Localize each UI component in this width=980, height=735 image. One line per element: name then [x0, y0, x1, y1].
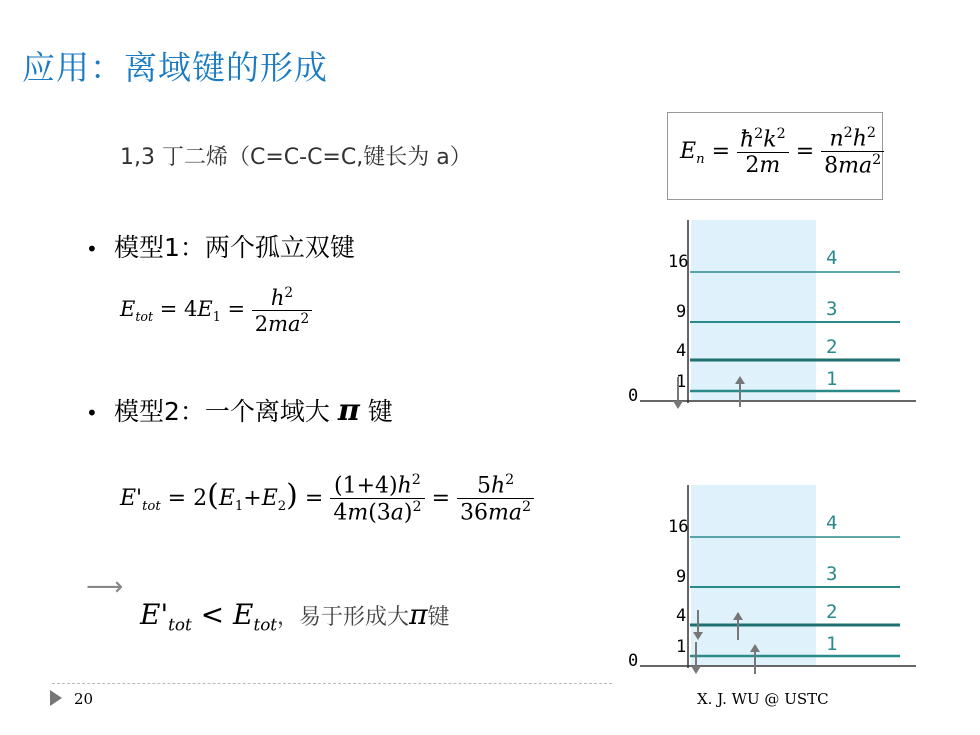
tick-0: 0 — [628, 651, 639, 671]
model1-equation: $E_{tot} = 4E_1$ = $\frac{h^2}{2ma^2}$ — [120, 285, 312, 336]
footer-divider — [52, 683, 612, 684]
model2-label: 模型2：一个离域大 — [114, 397, 330, 426]
conclusion-suffix: 键 — [427, 605, 450, 630]
energy-diagram-model2 — [620, 480, 920, 680]
molecule-description: 1,3 丁二烯（C=C-C=C,键长为 a） — [120, 145, 472, 170]
implies-arrow: ⟶ — [86, 572, 124, 602]
slide-title: 应用：离域键的形成 — [22, 48, 328, 87]
model1-bullet — [86, 228, 355, 264]
tick-16: 16 — [668, 252, 689, 272]
spin-down-arrowhead — [673, 401, 683, 409]
page-number: 20 — [74, 690, 94, 708]
tick-4: 4 — [676, 606, 687, 626]
tick-9: 9 — [676, 302, 687, 322]
level-label-3: 3 — [826, 298, 838, 320]
level-label-2: 2 — [826, 601, 838, 623]
tick-16: 16 — [668, 517, 689, 537]
tick-1: 1 — [676, 637, 687, 657]
tick-4: 4 — [676, 341, 687, 361]
model1-label: 模型1：两个孤立双键 — [114, 233, 355, 262]
model2-bullet — [86, 392, 393, 428]
level-label-4: 4 — [826, 512, 838, 534]
tick-1: 1 — [676, 372, 687, 392]
bullet-dot: • — [86, 401, 98, 425]
author-credit: X. J. WU @ USTC — [697, 690, 829, 708]
tick-9: 9 — [676, 567, 687, 587]
spin-down-arrowhead — [691, 666, 701, 674]
energy-formula-box — [667, 112, 883, 200]
level-label-4: 4 — [826, 247, 838, 269]
pi-symbol: π — [337, 393, 360, 428]
level-label-2: 2 — [826, 336, 838, 358]
conclusion-pi: π — [409, 598, 428, 631]
footer-triangle-icon — [50, 690, 62, 706]
model2-suffix: 键 — [367, 397, 393, 426]
level-label-1: 1 — [826, 368, 838, 390]
tick-0: 0 — [628, 386, 639, 406]
level-label-3: 3 — [826, 563, 838, 585]
well-region — [691, 485, 816, 665]
level-label-1: 1 — [826, 633, 838, 655]
model2-equation: $E'_{tot} = 2(E_1+E_2)$ = $\frac{(1+4)h^2}{4m(3a)^2}$ = $\frac{5h^2}{36ma^2}$ — [120, 472, 534, 526]
conclusion: $E'_{tot} < E_{tot}$，易于形成大π键 — [140, 598, 450, 635]
well-region — [691, 220, 816, 400]
energy-formula: $E_n$ = $\frac{ħ^2k^2}{2m}$ = $\frac{n^2h^2}{8ma^2}$ — [680, 125, 884, 179]
bullet-dot: • — [86, 237, 98, 261]
energy-diagram-model1 — [620, 215, 920, 415]
conclusion-text: ，易于形成大 — [277, 605, 410, 630]
